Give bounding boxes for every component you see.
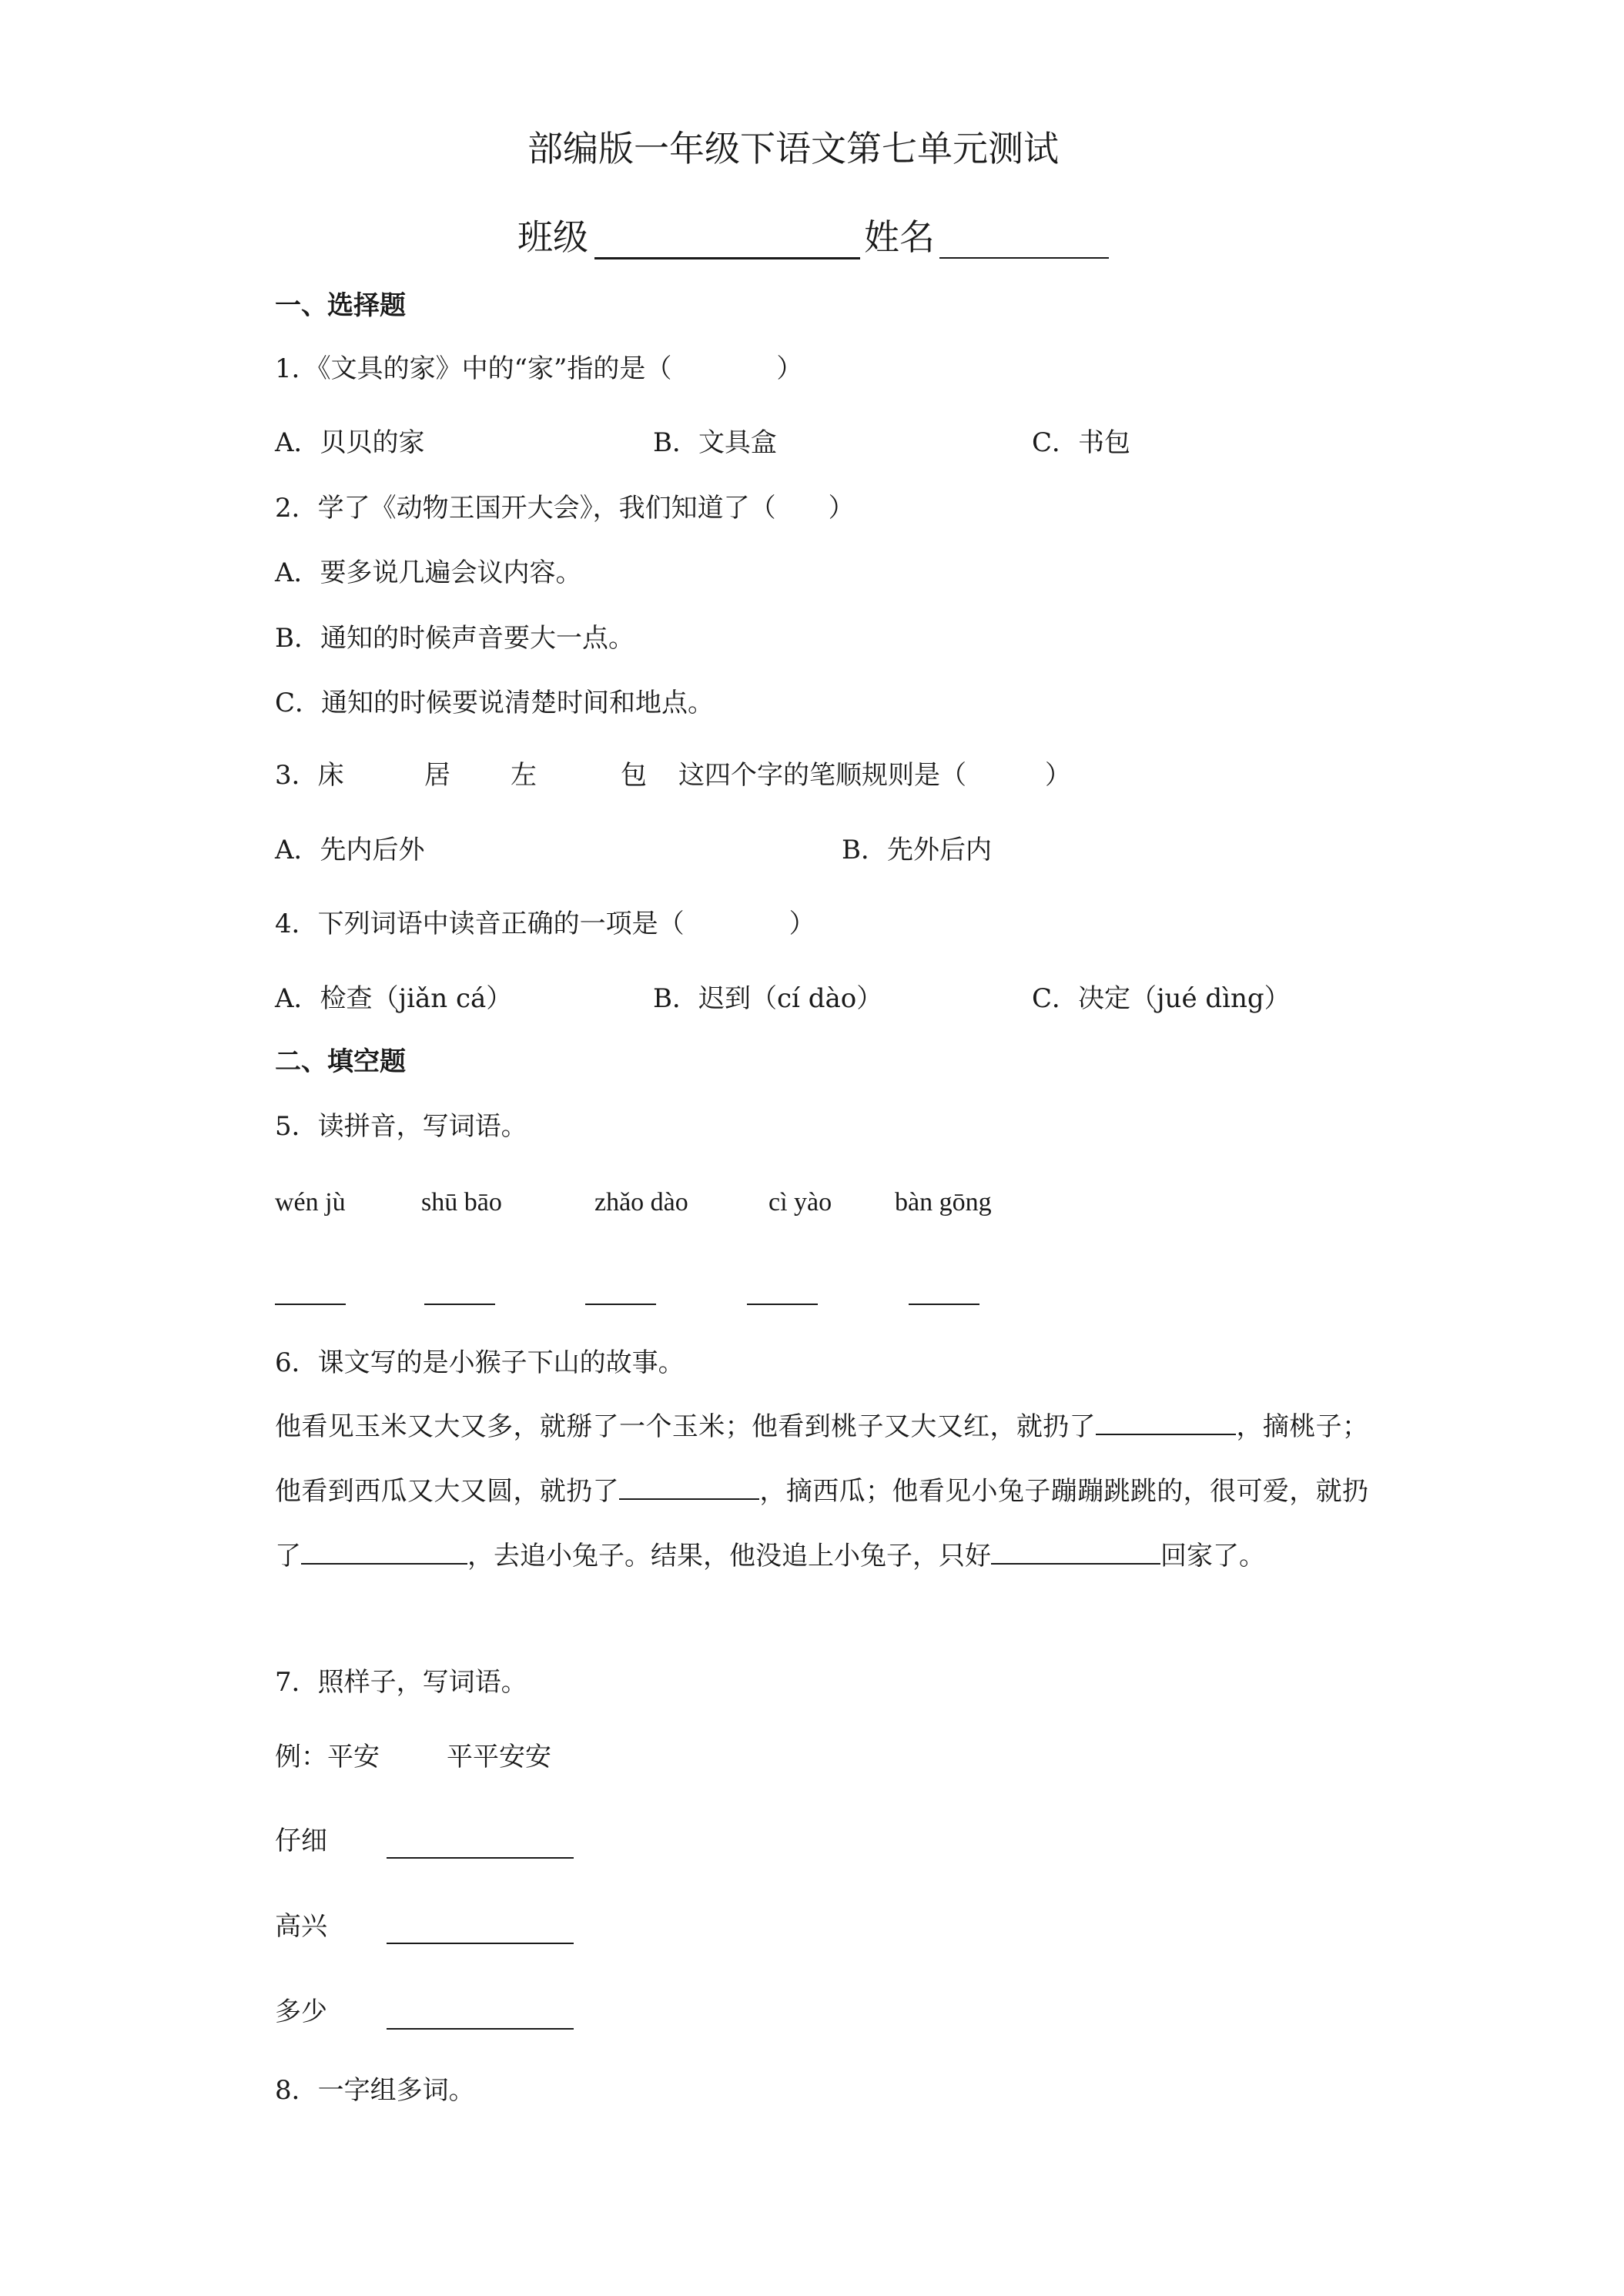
answer-blank-2[interactable]	[424, 1304, 495, 1305]
pinyin-4: cì yào	[768, 1188, 832, 1217]
answer-blank-5[interactable]	[909, 1304, 979, 1305]
pinyin-2: shū bāo	[421, 1188, 502, 1217]
word-blank-3[interactable]	[387, 2028, 574, 2030]
question-1-option-c[interactable]: C．书包	[1032, 427, 1131, 458]
question-6-passage	[275, 1394, 1368, 1588]
passage-blank-2[interactable]	[619, 1478, 759, 1500]
passage-blank-1[interactable]	[1096, 1414, 1236, 1435]
word-item-3: 多少	[275, 1996, 327, 2027]
question-3-number: 3．床	[275, 760, 344, 791]
question-4-stem: 4．下列词语中读音正确的一项是（ ）	[275, 909, 815, 939]
question-2-option-b[interactable]: B．通知的时候声音要大一点。	[275, 623, 635, 654]
question-4-option-b[interactable]: B．迟到（cí dào）	[653, 983, 883, 1014]
word-blank-1[interactable]	[387, 1857, 574, 1859]
class-label: 班级	[517, 216, 588, 258]
question-5-stem: 5．读拼音，写词语。	[275, 1111, 527, 1142]
question-8-stem: 8．一字组多词。	[275, 2075, 475, 2106]
answer-blank-4[interactable]	[747, 1304, 818, 1305]
pinyin-3: zhǎo dào	[594, 1188, 688, 1217]
answer-blank-1[interactable]	[275, 1304, 346, 1305]
question-6-stem: 6．课文写的是小猴子下山的故事。	[275, 1347, 685, 1378]
passage-blank-3[interactable]	[301, 1543, 467, 1565]
name-blank[interactable]	[939, 257, 1109, 259]
question-2-option-a[interactable]: A．要多说几遍会议内容。	[275, 557, 582, 588]
question-3-stem-rest: 这四个字的笔顺规则是（ ）	[678, 760, 1071, 791]
question-7-stem: 7．照样子，写词语。	[275, 1667, 527, 1698]
word-blank-2[interactable]	[387, 1943, 574, 1944]
question-1-option-b[interactable]: B．文具盒	[653, 427, 777, 458]
page-title: 部编版一年级下语文第七单元测试	[527, 128, 1059, 169]
word-item-1: 仔细	[275, 1826, 327, 1856]
question-2-option-c[interactable]: C．通知的时候要说清楚时间和地点。	[275, 688, 715, 718]
section-heading-fill: 二、填空题	[275, 1046, 406, 1077]
passage-part-2: ，摘桃子；他看到西瓜又大又圆，就扔了	[275, 1411, 1369, 1507]
question-2-stem: 2．学了《动物王国开大会》，我们知道了（ ）	[275, 493, 855, 524]
section-heading-choice: 一、选择题	[275, 290, 406, 321]
example-label: 例：平安	[275, 1742, 380, 1772]
name-label: 姓名	[864, 216, 935, 258]
passage-blank-4[interactable]	[991, 1543, 1160, 1565]
question-4-option-a[interactable]: A．检查（jiǎn cá）	[275, 983, 513, 1014]
answer-blank-3[interactable]	[585, 1304, 656, 1305]
passage-part-5: 回家了。	[1160, 1541, 1265, 1571]
class-blank[interactable]	[594, 257, 860, 259]
question-3-char-bao: 包	[621, 760, 647, 791]
passage-part-1: 他看见玉米又大又多，就掰了一个玉米；他看到桃子又大又红，就扔了	[275, 1411, 1097, 1442]
question-3-char-ju: 居	[424, 760, 450, 791]
example-answer: 平平安安	[447, 1742, 551, 1772]
question-1-option-a[interactable]: A．贝贝的家	[275, 427, 425, 458]
passage-part-3: ，摘西瓜；他看见小兔子蹦蹦跳跳的，很可爱，就扔了	[275, 1476, 1369, 1571]
question-1-stem: 1．《文具的家》中的“家”指的是（ ）	[275, 353, 803, 384]
pinyin-5: bàn gōng	[895, 1188, 992, 1217]
word-item-2: 高兴	[275, 1911, 327, 1942]
question-4-option-c[interactable]: C．决定（jué dìng）	[1032, 983, 1291, 1014]
pinyin-1: wén jù	[275, 1188, 346, 1217]
question-3-option-a[interactable]: A．先内后外	[275, 835, 425, 865]
question-3-char-zuo: 左	[511, 760, 537, 791]
question-3-option-b[interactable]: B．先外后内	[842, 835, 992, 865]
passage-part-4: ，去追小兔子。结果，他没追上小兔子，只好	[467, 1541, 991, 1571]
